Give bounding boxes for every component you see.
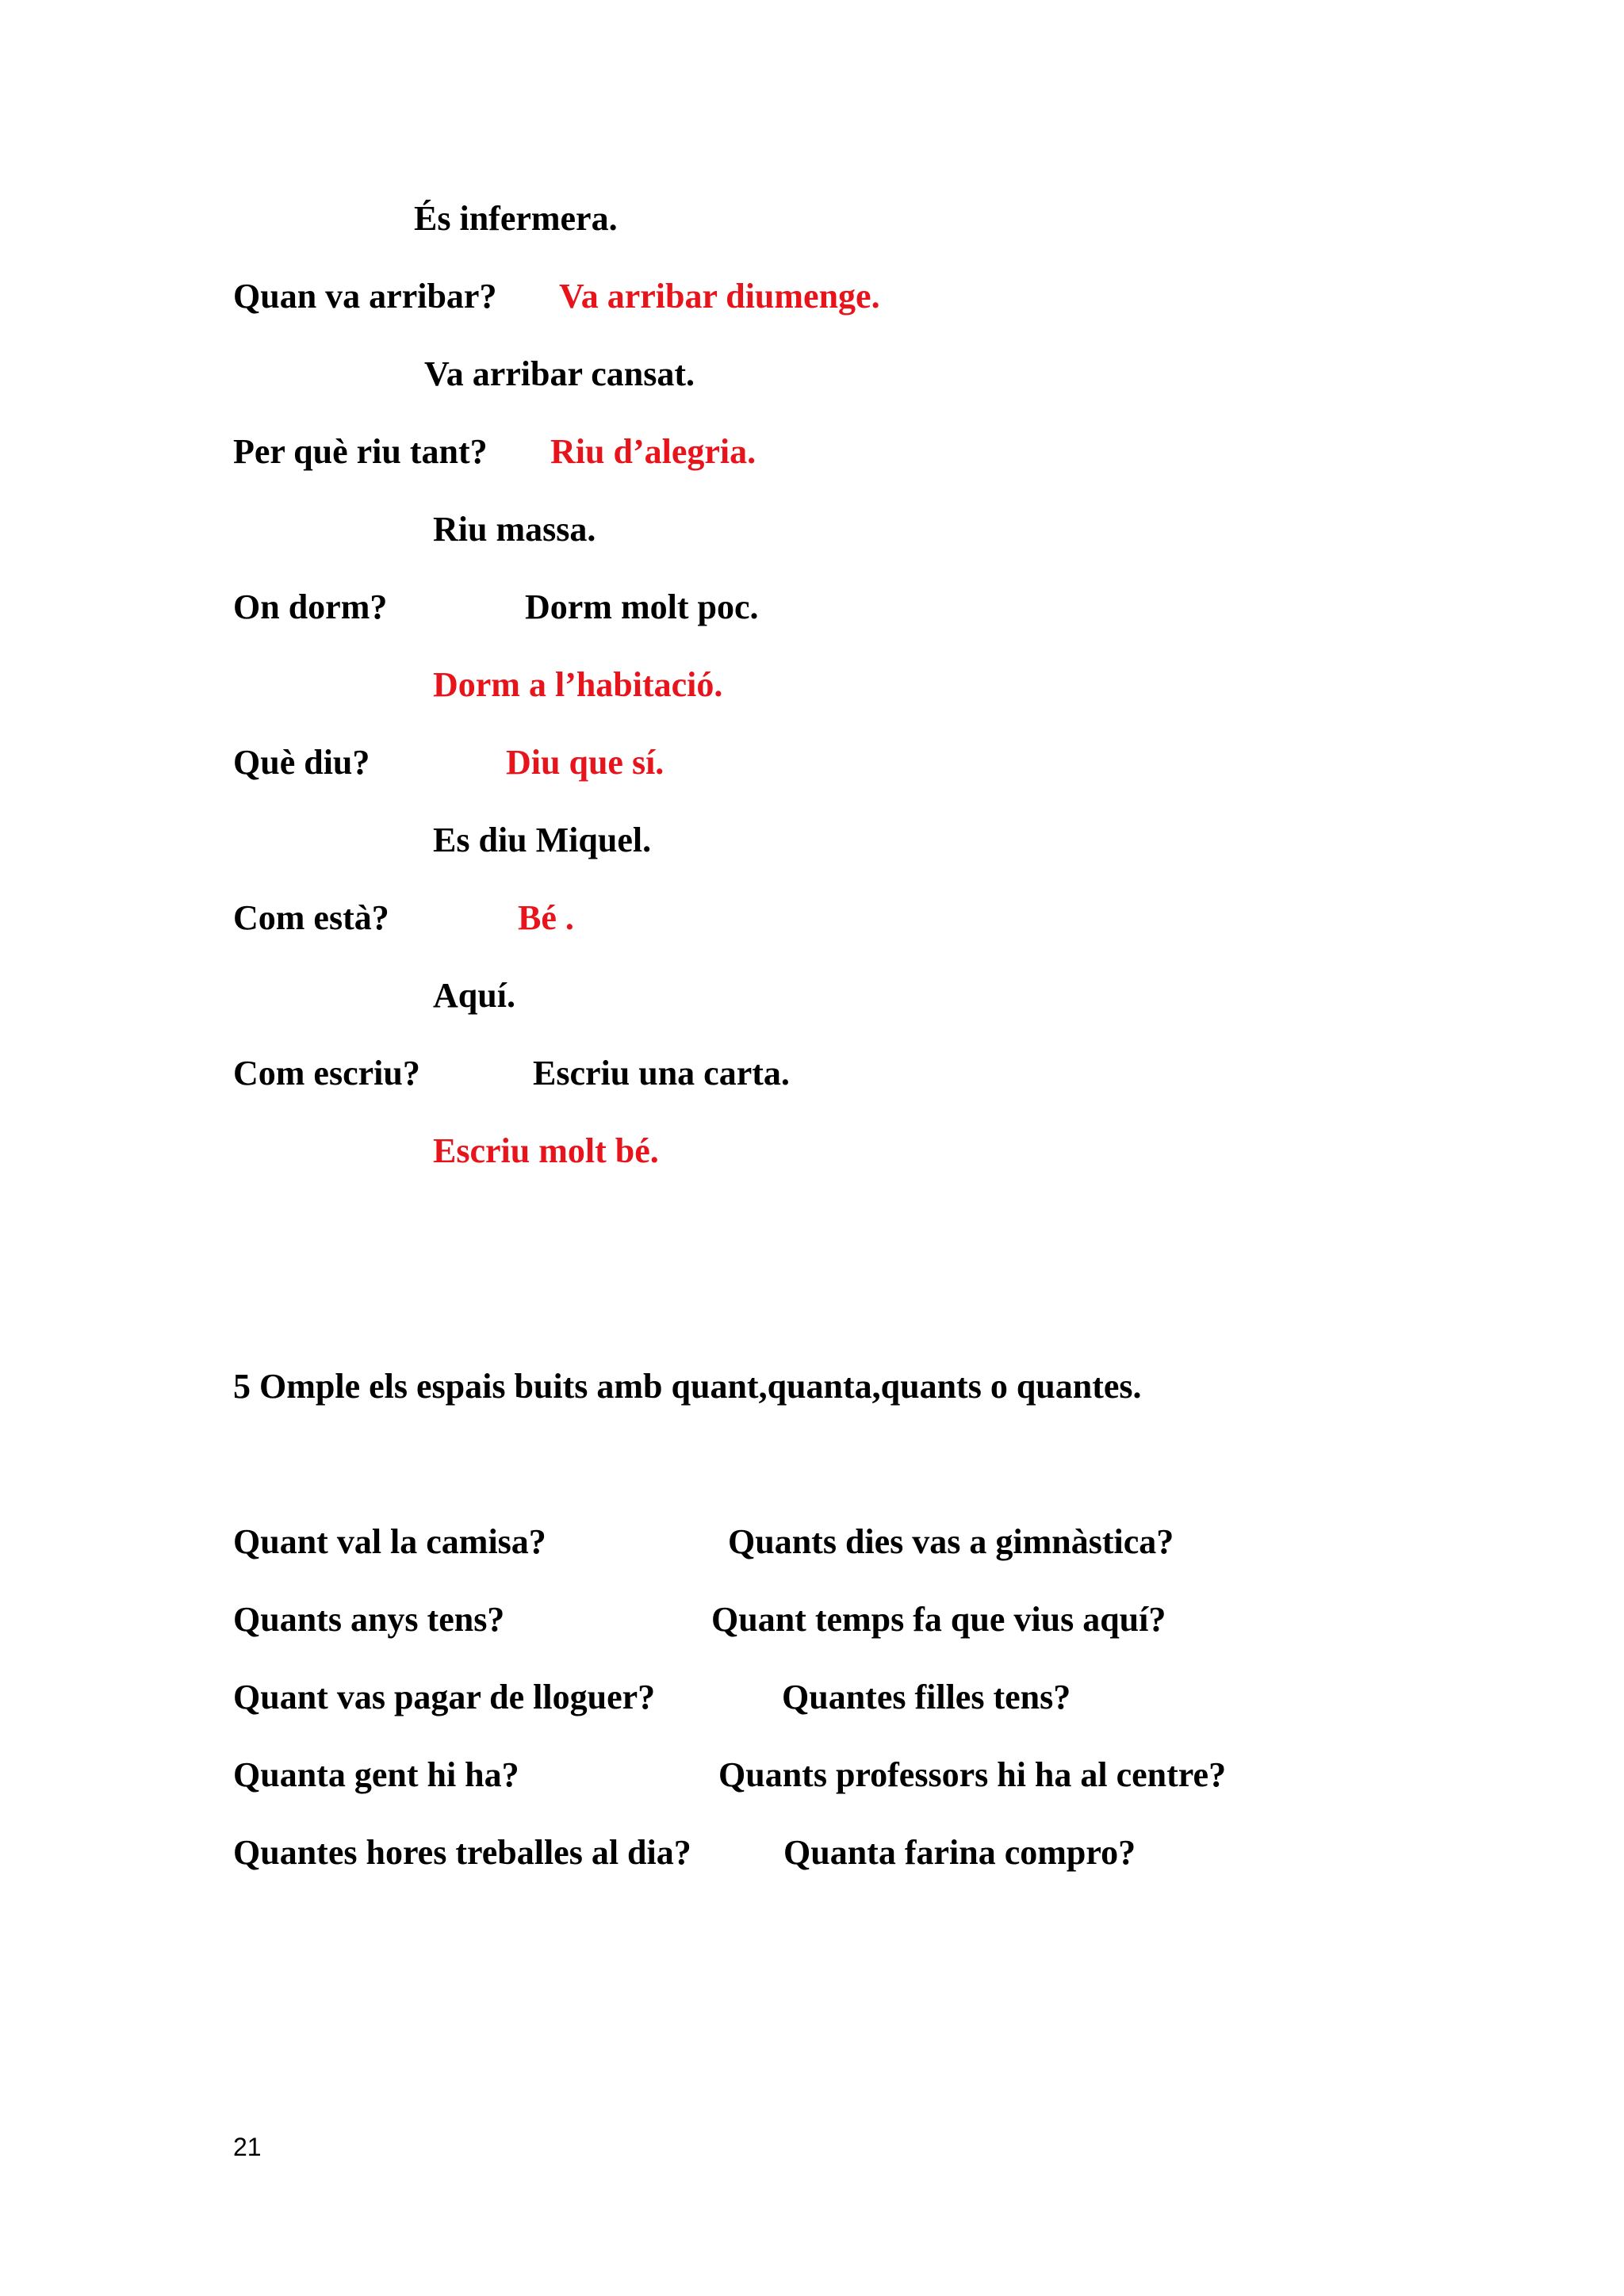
answer-text: Escriu molt bé. [433,1131,659,1170]
question-text: Quant temps fa que vius aquí? [711,1600,1166,1639]
answer-text: Es diu Miquel. [433,821,652,859]
question-text: Quants anys tens? [233,1600,505,1639]
question-text: Com està? [233,898,389,937]
answer-text: Diu que sí. [506,743,665,782]
question-text: Quanta gent hi ha? [233,1755,519,1794]
question-text: Quant val la camisa? [233,1522,546,1561]
answer-text: Va arribar diumenge. [559,277,880,316]
question-text: Com escriu? [233,1054,420,1093]
question-text: Quants professors hi ha al centre? [718,1755,1227,1794]
question-text: Quants dies vas a gimnàstica? [728,1522,1174,1561]
question-text: Per què riu tant? [233,432,488,471]
answer-text: Riu d’alegria. [550,432,756,471]
question-text: Quantes filles tens? [782,1678,1071,1716]
answer-text: Va arribar cansat. [424,354,695,393]
question-text: Quan va arribar? [233,277,497,316]
question-text: Què diu? [233,743,370,782]
answer-text: Riu massa. [433,510,596,549]
answer-text: Dorm a l’habitació. [433,665,723,704]
answer-text: Escriu una carta. [533,1054,790,1093]
answer-text: Bé . [518,898,574,937]
question-text: Quantes hores treballes al dia? [233,1833,691,1872]
answer-text: Dorm molt poc. [525,587,759,626]
question-text: Quanta farina compro? [783,1833,1136,1872]
exercise-heading: 5 Omple els espais buits amb quant,quanta,quants o quantes. [233,1367,1142,1406]
question-text: On dorm? [233,587,388,626]
page-number: 21 [233,2133,262,2161]
answer-text: Aquí. [433,976,515,1015]
answer-text: És infermera. [414,199,618,238]
question-text: Quant vas pagar de lloguer? [233,1678,656,1716]
